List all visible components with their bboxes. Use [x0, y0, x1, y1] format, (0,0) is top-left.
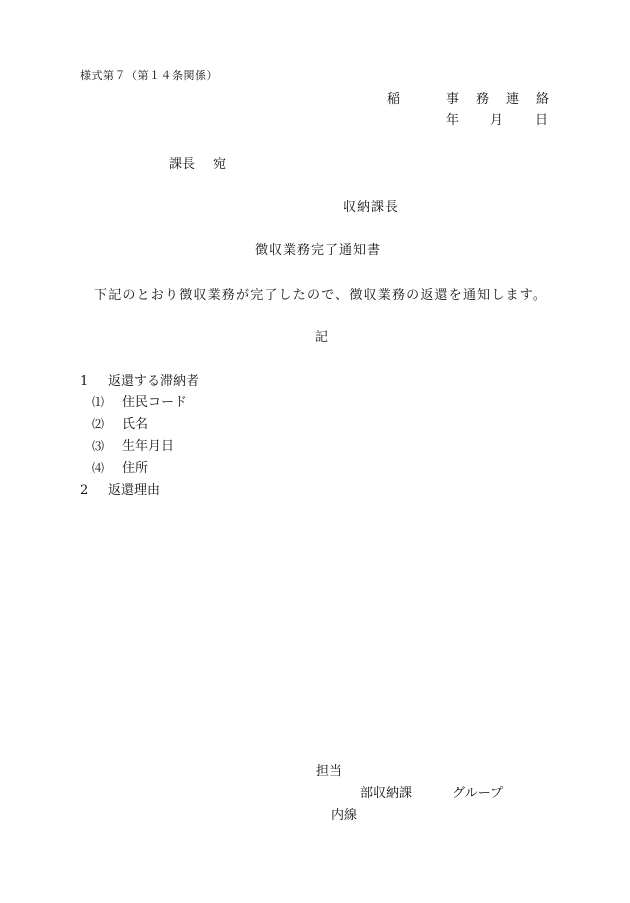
- header-char: 絡: [536, 92, 550, 107]
- header-prefix: 稲: [387, 92, 401, 107]
- sub-item: [92, 435, 174, 454]
- header-char: 連: [506, 92, 520, 107]
- document-title: 徴収業務完了通知書: [255, 243, 382, 258]
- addressee-title: 課長: [169, 157, 196, 172]
- sub-item-label: 住民コード: [122, 395, 188, 410]
- sub-item-number: ⑷: [92, 461, 105, 475]
- item-number: 2: [80, 483, 89, 498]
- date-month: 月: [490, 113, 504, 128]
- sub-item-number: ⑶: [92, 439, 105, 453]
- addressee-honorific: 宛: [213, 157, 227, 172]
- date-year: 年: [446, 113, 460, 128]
- item-label: 返還する滞納者: [108, 374, 200, 389]
- sub-item: [92, 413, 148, 432]
- contact-department: [360, 782, 503, 801]
- form-number: 様式第７（第１４条関係）: [80, 69, 218, 82]
- list-item: [80, 479, 160, 498]
- body-text: 下記のとおり徴収業務が完了したので、徴収業務の返還を通知します。: [94, 288, 548, 303]
- contact-extension: 内線: [331, 808, 358, 823]
- sub-item-label: 氏名: [122, 417, 149, 432]
- contact-tanto: 担当: [316, 764, 343, 779]
- date-day: 日: [535, 113, 549, 128]
- sub-item: [92, 391, 187, 410]
- addressee: [169, 153, 226, 172]
- header-char: 務: [476, 92, 490, 107]
- header-char: 事: [446, 92, 460, 107]
- sub-item-label: 住所: [122, 461, 149, 476]
- ki-marker: 記: [315, 330, 329, 345]
- sub-item-number: ⑴: [92, 395, 105, 409]
- item-label: 返還理由: [108, 483, 161, 498]
- sub-item-number: ⑵: [92, 417, 105, 431]
- sub-item-label: 生年月日: [122, 439, 175, 454]
- list-item: [80, 370, 199, 389]
- item-number: 1: [80, 374, 89, 389]
- group-label: グループ: [452, 786, 503, 801]
- header-jimu-renraku: [446, 88, 566, 107]
- department-label: 部収納課: [360, 786, 413, 801]
- sub-item: [92, 457, 148, 476]
- sender: 収納課長: [343, 200, 400, 215]
